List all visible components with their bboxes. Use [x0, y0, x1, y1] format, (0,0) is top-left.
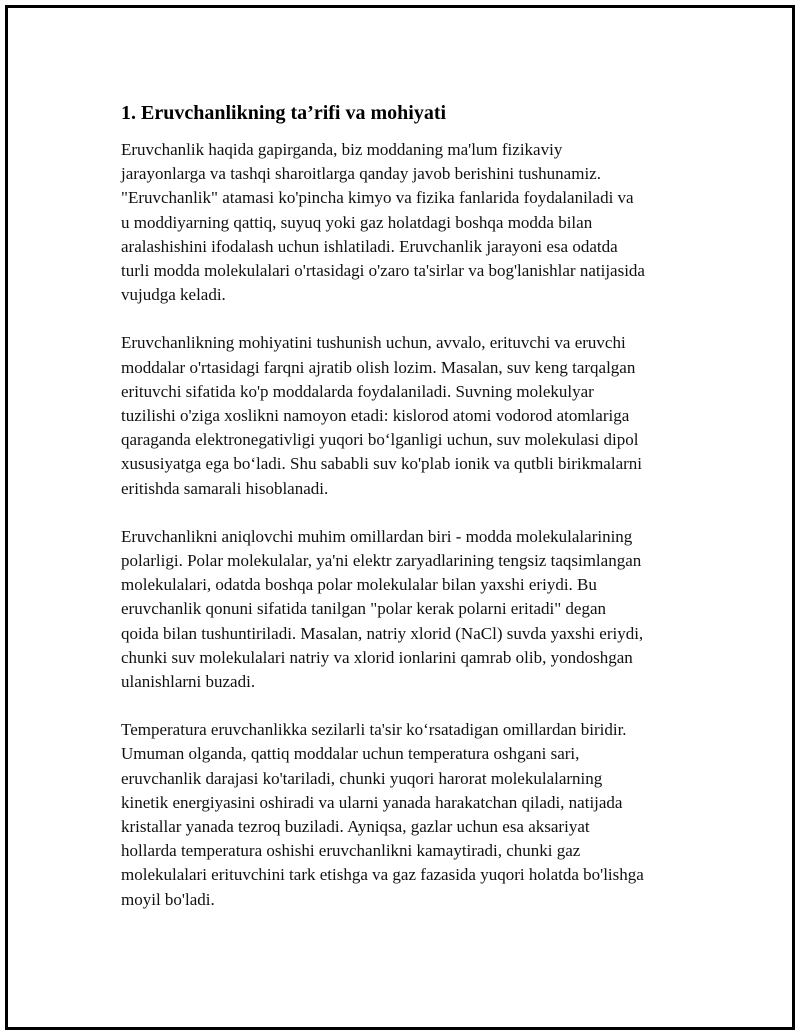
text-line: tuzilishi o'ziga xoslikni namoyon etadi: kislorod atomi vodorod atomlariga: [121, 406, 630, 426]
text-line: qoida bilan tushuntiriladi. Masalan, natriy xlorid (NaCl) suvda yaxshi eriydi,: [121, 623, 644, 643]
text-line: jarayonlarga va tashqi sharoitlarga qanday javob berishini tushunamiz.: [121, 164, 601, 184]
text-line: Umuman olganda, qattiq moddalar uchun temperatura oshgani sari,: [121, 744, 580, 764]
text-line: Temperatura eruvchanlikka sezilarli ta'sir ko‘rsatadigan omillardan biridir.: [121, 720, 627, 740]
text-line: Eruvchanlikning mohiyatini tushunish uchun, avvalo, erituvchi va eruvchi: [121, 333, 626, 353]
text-line: kristallar yanada tezroq buziladi. Ayniqsa, gazlar uchun esa aksariyat: [121, 817, 590, 837]
paragraph-solvent: [121, 331, 701, 500]
section-title: 1. Eruvchanlikning ta’rifi va mohiyati: [121, 102, 447, 124]
text-line: qaraganda elektronegativligi yuqori bo‘lganligi uchun, suv molekulasi dipol: [121, 430, 639, 450]
text-line: u moddiyarning qattiq, suyuq yoki gaz holatdagi boshqa modda bilan: [121, 212, 593, 232]
text-line: turli modda molekulalari o'rtasidagi o'zaro ta'sirlar va bog'lanishlar natijasida: [121, 261, 645, 281]
text-line: Eruvchanlikni aniqlovchi muhim omillardan biri - modda molekulalarining: [121, 526, 633, 546]
text-line: eruvchanlik qonuni sifatida tanilgan "polar kerak polarni eritadi" degan: [121, 599, 606, 619]
text-line: "Eruvchanlik" atamasi ko'pincha kimyo va fizika fanlarida foydalaniladi va: [121, 188, 634, 208]
text-line: Eruvchanlik haqida gapirganda, biz moddaning ma'lum fizikaviy: [121, 140, 563, 159]
paragraph-definition: [121, 138, 701, 307]
text-line: polarligi. Polar molekulalar, ya'ni elektr zaryadlarining tengsiz taqsimlangan: [121, 551, 642, 571]
text-line: ulanishlarni buzadi.: [121, 672, 256, 692]
paragraph-polarity: [121, 525, 701, 694]
text-line: eritishda samarali hisoblanadi.: [121, 478, 329, 498]
page-frame: [5, 5, 795, 1030]
text-line: hollarda temperatura oshishi eruvchanlikni kamaytiradi, chunki gaz: [121, 841, 581, 861]
text-line: eruvchanlik darajasi ko'tariladi, chunki yuqori harorat molekulalarning: [121, 768, 603, 788]
text-line: moddalar o'rtasidagi farqni ajratib olish lozim. Masalan, suv keng tarqalgan: [121, 357, 636, 377]
document-body: [121, 100, 701, 936]
text-line: molekulalari erituvchini tark etishga va gaz fazasida yuqori holatda bo'lishga: [121, 865, 644, 885]
text-line: erituvchi sifatida ko'p moddalarda foydalaniladi. Suvning molekulyar: [121, 381, 594, 401]
text-line: chunki suv molekulalari natriy va xlorid ionlarini qamrab olib, yondoshgan: [121, 647, 633, 667]
text-line: kinetik energiyasini oshiradi va ularni yanada harakatchan qiladi, natijada: [121, 792, 623, 812]
text-line: xususiyatga ega bo‘ladi. Shu sababli suv ko'plab ionik va qutbli birikmalarni: [121, 454, 643, 474]
text-line: moyil bo'ladi.: [121, 889, 215, 909]
text-line: vujudga keladi.: [121, 285, 226, 305]
paragraph-temperature: [121, 718, 701, 912]
text-line: molekulalari, odatda boshqa polar molekulalar bilan yaxshi eriydi. Bu: [121, 575, 597, 595]
text-line: aralashishini ifodalash uchun ishlatiladi. Eruvchanlik jarayoni esa odatda: [121, 236, 618, 256]
